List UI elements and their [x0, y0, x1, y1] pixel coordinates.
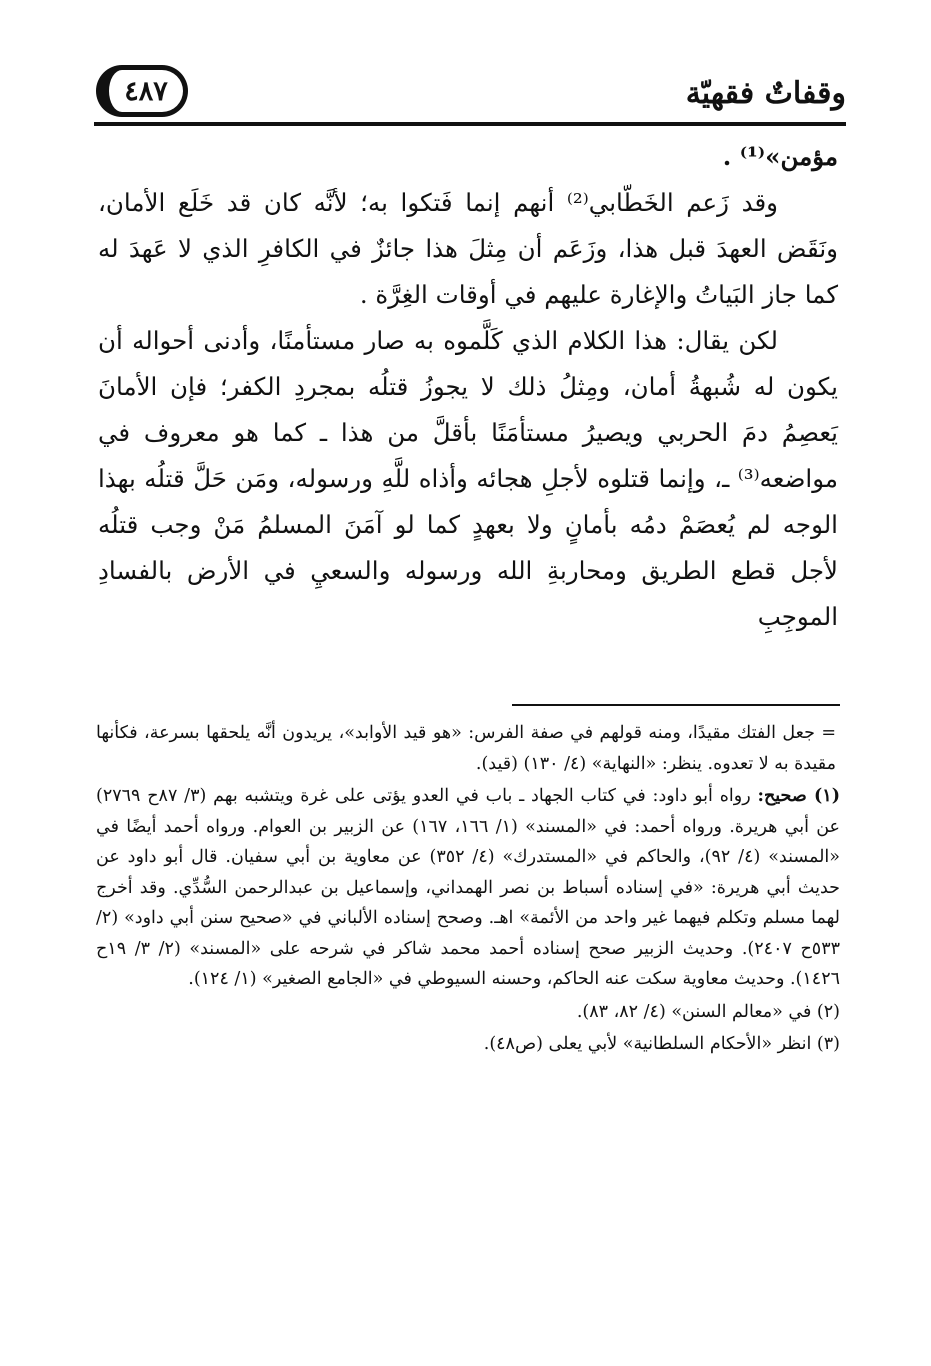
page-number: ٤٨٧ — [124, 75, 168, 107]
paragraph: لكن يقال: هذا الكلام الذي كَلَّموه به صار مستأمنًا، وأدنى أحواله أن يكون له شُبهةُ أمان، ومِثلُ ذلك لا يجوزُ قتلُه بمجردِ الكفر؛ فإن الأمانَ يَعصِمُ دمَ الحربي ويصيرُ مستأمَنًا بأقلَّ من هذا ـ كما هو معروف في مواضعه⁽³⁾ ـ، وإنما قتلوه لأجلِ هجائه وأذاه للَّهِ ورسوله، ومَن حَلَّ قتلُه بهذا الوجه لم يُعصَمْ دمُه بأمانٍ ولا بعهدٍ كما لو آمَنَ المسلمُ مَنْ وجب قتلُه لأجل قطع الطريق ومحاربةِ الله ورسوله والسعيِ في الأرض بالفسادِ الموجِبِ — [98, 326, 838, 631]
paragraph-continuation: مؤمن»⁽¹⁾ . — [722, 142, 838, 171]
page-header — [94, 62, 846, 124]
footnote-continuation: = جعل الفتك مقيدًا، ومنه قولهم في صفة الفرس: «هو قيد الأوابد»، يريدون أنَّه يلحقها بسرعة، فكأنها مقيدة به لا تعدوه. ينظر: «النهاية» (٤/ ١٣٠) (قيد). — [96, 723, 836, 774]
footnotes — [96, 718, 840, 1062]
footnote-2: (٢) في «معالم السنن» (٤/ ٨٢، ٨٣). — [576, 1001, 840, 1022]
footnote-1-text: رواه أبو داود: في كتاب الجهاد ـ باب في العدو يؤتى على غرة ويتشبه بهم (٣/ ٨٧ح ٢٧٦٩) عن أبي هريرة. ورواه أحمد: في «المسند» (١/ ١٦٦، ١٦٧) عن الزبير بن العوام. ورواه أحمد أيضًا في «المسند» (٤/ ٩٢)، والحاكم في «المستدرك» (٤/ ٣٥٢) عن معاوية بن أبي سفيان. قال أبو داود عن حديث أبي هريرة: «في إسناده أسباط بن نصر الهمداني، وإسماعيل بن عبدالرحمن السُّدِّي. وقد أخرج لهما مسلم وتكلم فيهما غير واحد من الأئمة» اهـ. وصحح إسناده الألباني في «صحيح سنن أبي داود» (٢/ ٥٣٣ح ٢٤٠٧). وحديث الزبير صحح إسناده أحمد محمد شاكر في شرحه على «المسند» (٢/ ٣/ ١٩ح ١٤٢٦). وحديث معاوية سكت عنه الحاكم، وحسنه السيوطي في «الجامع الصغير» (١/ ١٢٤). — [96, 786, 841, 989]
running-title: وقفاتٌ فقهيّة — [685, 76, 846, 111]
page-number-badge — [96, 65, 188, 117]
footnote-1 — [96, 781, 840, 995]
main-text — [98, 134, 838, 640]
paragraph: وقد زَعم الخَطّابي⁽²⁾ أنهم إنما فَتكوا به؛ لأنَّه كان قد خَلَع الأمان، ونَقَض العهدَ قبل هذا، وزَعَم أن مِثلَ هذا جائزٌ في الكافرِ الذي لا عَهدَ له كما جاز البَياتُ والإغارة عليهم في أوقات الغِرَّة . — [98, 188, 838, 309]
header-rule — [94, 122, 846, 126]
footnote-separator — [512, 704, 840, 706]
footnote-1-label: (١) صحيح: — [757, 786, 840, 806]
footnote-3: (٣) انظر «الأحكام السلطانية» لأبي يعلى (ص٤٨). — [483, 1034, 840, 1054]
